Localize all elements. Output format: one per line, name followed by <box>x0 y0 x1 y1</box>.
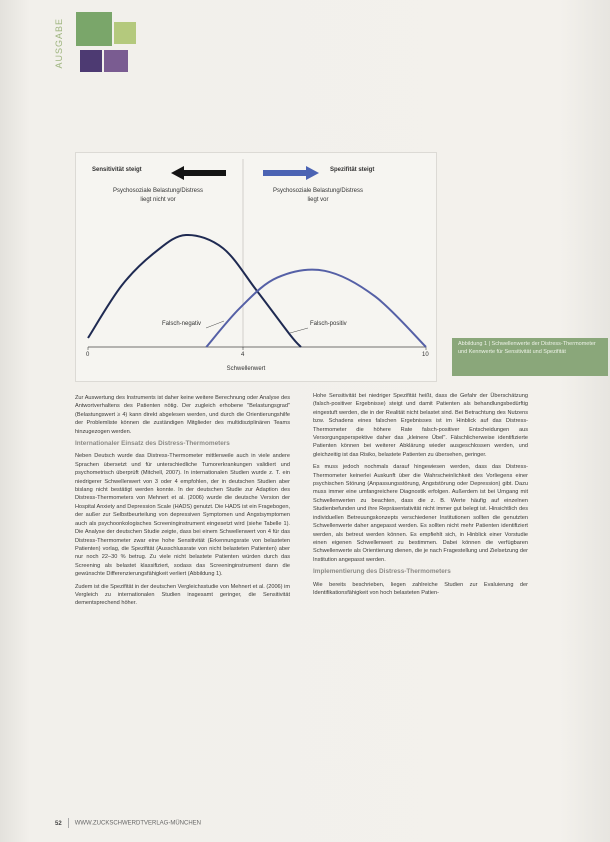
right-arrow-icon <box>263 166 319 180</box>
logo-square-purple <box>104 50 128 72</box>
specificity-label: Spezifität steigt <box>330 167 375 173</box>
x-axis-label: Schwellenwert <box>226 366 266 372</box>
false-negative-label: Falsch-negativ <box>162 321 202 327</box>
false-negative-curve <box>88 235 301 347</box>
threshold-figure <box>75 152 437 382</box>
right-paragraph-2: Es muss jedoch nochmals darauf hingewiesen werden, dass das Distress-Thermometer keinerlei Auskunft über die Wahrscheinlichkeit des Vorliegens einer psychischen Störung (Anpassungsstörung, Angststörung oder Depression) gibt. Dazu muss immer eine umfangreichere Diagnostik erfolgen. Außerdem ist bei Umgang mit Schwellenwerten zu beachten, dass die z. B. Werte häufig auf einzelnen Studienbefunden und ihre Repräsentativität nicht immer gut belegt ist. Hinsichtlich des individuellen Betreuungskonzepts verschiedener Institutionen sollten die genutzten Schwellenwerte daher angepasst werden. Es sollten nicht mehr Patienten identifiziert werden, als betreut werden können. Es empfiehlt sich, in Hinblick einer Vorstudie einen eigenen Schwellenwert zu bestimmen. Dabei können die verfügbaren Schwellenwerte als Orientierung dienen, die je nach Fragestellung und Zielsetzung der Institution angepasst werden. <box>313 464 528 563</box>
sensitivity-label: Sensitivität steigt <box>92 167 142 173</box>
footer-divider <box>68 818 69 828</box>
right-paragraph-3: Wie bereits beschrieben, liegen zahlreiche Studien zur Evaluierung der Identifikationsfähigkeit von hoch belasteten Patien- <box>313 581 528 596</box>
right-paragraph-1: Hohe Sensitivität bei niedriger Spezifität heißt, dass die Gefahr der Überschätzung (falsch-positiver Ergebnisse) steigt und damit Patienten als behandlungsbedürftig eingestuft werden, die in der Realität nicht belastet sind. Bei Betrachtung des Nutzens bzw. Schadens eines falschen Ergebnisses ist im Hinblick auf das Distress-Thermometer die höhere Rate falsch-positiver Entscheidungen aus Versorgungsperspektive daher das „kleinere Übel". Fälschlicherweise identifizierte Patienten können bei weiterer Abklärung wieder ausgeschlossen werden, und gleichzeitig ist das Risiko, belastete Patienten zu übersehen, geringer. <box>313 393 528 458</box>
section-heading-implementation: Implementierung des Distress-Thermometers <box>313 568 451 576</box>
publisher-url: WWW.ZUCKSCHWERDTVERLAG-MÜNCHEN <box>74 820 202 827</box>
right-text-column <box>313 392 528 601</box>
x-tick-label-10: 10 <box>422 352 429 358</box>
left-text-column <box>75 394 290 612</box>
right-sub-1: Psychosoziale Belastung/Distress <box>272 188 364 194</box>
right-sub-2: liegt vor <box>307 197 329 203</box>
left-paragraph-3: Zudem ist die Spezifität in der deutschen Vergleichsstudie von Mehnert et al. (2006) im Vergleich zu internationalen Studien insgesamt geringer, die Sensitivität dementsprechend höher. <box>75 583 290 607</box>
logo-square-lime <box>114 22 136 44</box>
x-tick-label-0: 0 <box>86 352 90 358</box>
false-positive-curve <box>206 270 426 347</box>
logo-square-dark-purple <box>80 50 102 72</box>
left-paragraph-2: Neben Deutsch wurde das Distress-Thermometer mittlerweile auch in viele andere Sprachen übersetzt und für unterschiedliche Tumorerkrankungen validiert und psychometrisch überprüft (Mitchell, 2007). In internationalen Studien wurde z. T. ein niedrigerer Schwellenwert von 3 oder 4 empfohlen, der in deutschen Studien aber bislang nicht bestätigt werden konnte. In der deutschen Studie zur Adaption des Distress-Thermometers von Mehnert et al. (2006) wurde die deutsche Version der Hospital Anxiety and Depression Scale (HADS) genutzt. Die HADS ist ein Fragebogen, der außer zur Selbstbeurteilung von depressiven Symptomen und Angstsymptomen auch als psychoonkologisches Screeninginstrument eingesetzt wird (siehe Tabelle 1). Die Analyse der deutschen Studie zeigte, dass bei einem Schwellenwert von 4 für das Distress-Thermometer zwar eine hohe Sensitivität (Erkennungsrate von belasteten Patienten) vorlag, die Spezifität (Ausschlussrate von nicht belasteten Patienten) aber nur noch 22–30 % betrug. Zu viele nicht belastete Patienten würden durch das Screening als belastet klassifiziert, sodass das Screeninginstrument dann die gewünschte Differenzierungsfähigkeit verliert (Abbildung 1). <box>75 453 290 578</box>
left-arrow-icon <box>171 166 226 180</box>
publisher-logo <box>70 12 134 74</box>
left-sub-2: liegt nicht vor <box>140 197 176 203</box>
page-footer <box>55 818 201 828</box>
left-paragraph-1: Zur Auswertung des Instruments ist daher keine weitere Berechnung oder Analyse des Antwortverhaltens des Patienten nötig. Der zugleich erhobene "Belastungsgrad" (Belastungswert ≥ 4) kann direkt abgelesen werden, und durch die Orientierungshilfe der Problemliste können die zuständigen Mitglieder des multidisziplinären Teams hinzugezogen werden. <box>75 395 290 435</box>
left-sub-1: Psychosoziale Belastung/Distress <box>112 188 204 194</box>
section-heading-international: Internationaler Einsatz des Distress-Thermometers <box>75 440 230 448</box>
figure-caption: Abbildung 1 | Schwellenwerte der Distress-Thermometer und Kennwerte für Sensitivität und Spezifität <box>452 338 608 376</box>
page-number: 52 <box>55 820 62 827</box>
section-label: AUSGABE <box>54 18 64 69</box>
false-positive-label: Falsch-positiv <box>310 321 347 327</box>
false-negative-leader <box>206 321 224 328</box>
false-positive-leader <box>290 328 308 333</box>
x-tick-label-4: 4 <box>241 352 245 358</box>
logo-square-green <box>76 12 112 46</box>
